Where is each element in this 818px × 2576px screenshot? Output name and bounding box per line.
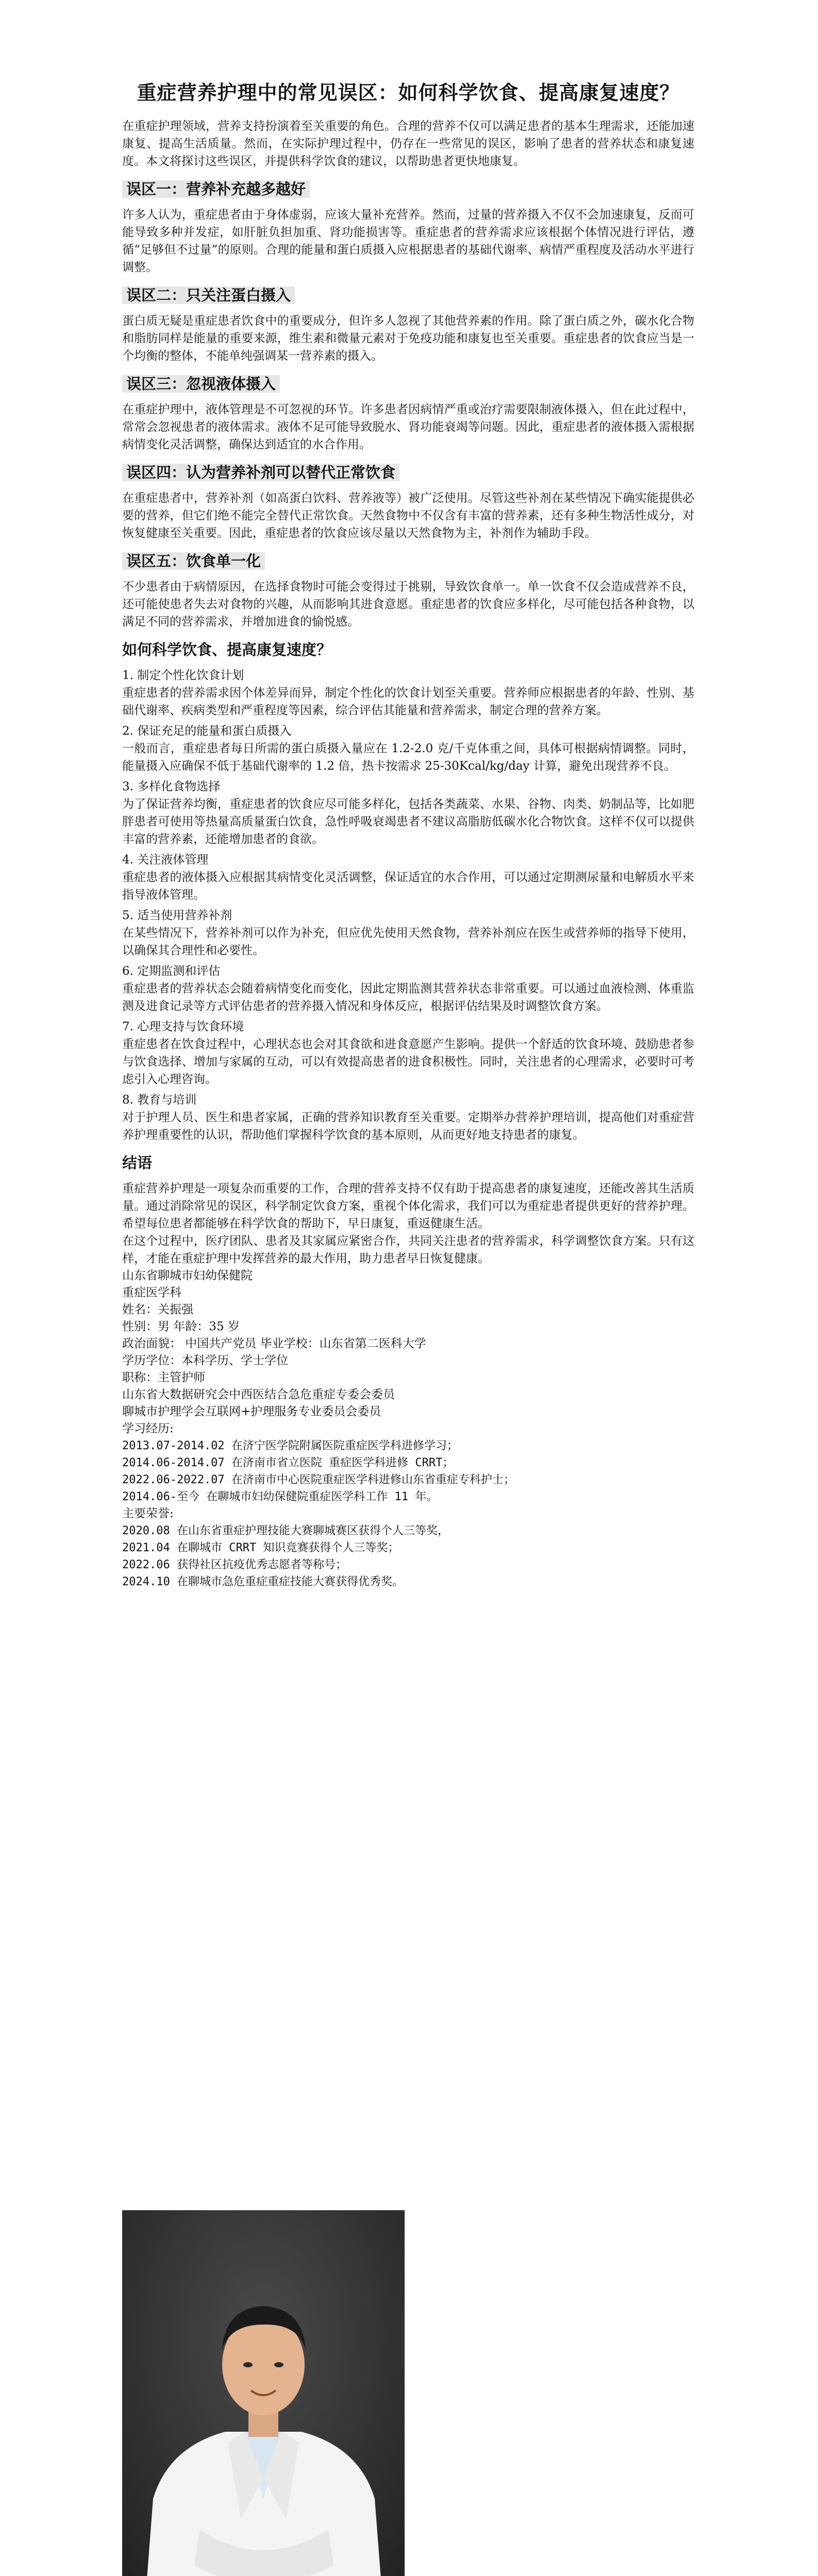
guide-item-title: 4. 关注液体管理 — [122, 853, 209, 867]
conclusion-heading: 结语 — [122, 1154, 153, 1172]
award-entry: 2021.04 在聊城市 CRRT 知识竞赛获得个人三等奖； — [122, 1541, 399, 1554]
award-entry: 2024.10 在聊城市急危重症重症技能大赛获得优秀奖。 — [122, 1575, 404, 1588]
page-title: 重症营养护理中的常见误区：如何科学饮食、提高康复速度？ — [137, 81, 680, 104]
section-body: 蛋白质无疑是重症患者饮食中的重要成分，但许多人忽视了其他营养素的作用。除了蛋白质之外，碳水化合物和脂肪同样是能量的重要来源，维生素和微量元素对于免疫功能和康复也至关重要。重症患者的饮食应当是一个均衡的整体，不能单纯强调某一营养素的摄入。 — [122, 314, 694, 363]
guide-item-title: 3. 多样化食物选择 — [122, 780, 221, 793]
award-entry: 2022.06 获得社区抗疫优秀志愿者等称号； — [122, 1558, 347, 1571]
intro-paragraph: 在重症护理领域，营养支持扮演着至关重要的角色。合理的营养不仅可以满足患者的基本生理需求，还能加速康复、提高生活质量。然而，在实际护理过程中，仍存在一些常见的误区，影响了患者的营养状态和康复速度。本文将探讨这些误区，并提供科学饮食的建议，以帮助患者更快地康复。 — [122, 120, 694, 168]
guide-list — [122, 667, 694, 1144]
bio-line: 山东省大数据研究会中西医结合急危重症专委会委员 — [122, 1388, 395, 1401]
conclusion — [122, 1180, 694, 1267]
author-photo — [122, 2210, 405, 2576]
bio-line: 职称：主管护师 — [122, 1371, 205, 1384]
guide-item-body: 重症患者在饮食过程中，心理状态也会对其食欲和进食意愿产生影响。提供一个舒适的饮食环境、鼓励患者参与饮食选择、增加与家属的互动，可以有效提高患者的进食积极性。同时，关注患者的心理需求，必要时可考虑引入心理咨询。 — [122, 1038, 694, 1086]
guide-item-title: 6. 定期监测和评估 — [122, 964, 221, 978]
guide-item-body: 重症患者的液体摄入应根据其病情变化灵活调整，保证适宜的水合作用，可以通过定期测尿量和电解质水平来指导液体管理。 — [122, 871, 694, 902]
bio-line: 重症医学科 — [122, 1286, 181, 1299]
study-entry: 2014.06-2014.07 在济南市省立医院 重症医学科进修 CRRT； — [122, 1456, 454, 1469]
guide-item-title: 5. 适当使用营养补剂 — [122, 909, 232, 922]
section-body: 许多人认为，重症患者由于身体虚弱，应该大量补充营养。然而，过量的营养摄入不仅不会加速康复，反而可能导致多种并发症，如肝脏负担加重、肾功能损害等。重症患者的营养需求应该根据个体情况进行评估，遵循“足够但不过量”的原则。合理的能量和蛋白质摄入应根据患者的基础代谢率、病情严重程度及活动水平进行调整。 — [122, 208, 694, 274]
author-bio — [122, 1267, 694, 1590]
guide-item-title: 1. 制定个性化饮食计划 — [122, 669, 244, 682]
bio-line: 性别：男 年龄：35 岁 — [122, 1320, 240, 1333]
section-heading: 误区一：营养补充越多越好 — [122, 180, 310, 198]
guide-item-body: 在某些情况下，营养补剂可以作为补充，但应优先使用天然食物，营养补剂应在医生或营养师的指导下使用，以确保其合理性和必要性。 — [122, 926, 694, 957]
award-entry: 2020.08 在山东省重症护理技能大赛聊城赛区获得个人三等奖， — [122, 1524, 449, 1537]
guide-item-title: 8. 教育与培训 — [122, 1093, 197, 1107]
guide-item-body: 为了保证营养均衡，重症患者的饮食应尽可能多样化，包括各类蔬菜、水果、谷物、肉类、奶制品等，比如肥胖患者可使用等热量高质量蛋白饮食，急性呼吸衰竭患者不建议高脂肪低碳水化合物饮食。这样不仅可以提供丰富的营养素，还能增加患者的食欲。 — [122, 798, 694, 846]
section-heading: 误区三：忽视液体摄入 — [122, 375, 280, 393]
guide-item-body: 重症患者的营养需求因个体差异而异，制定个性化的饮食计划至关重要。营养师应根据患者的年龄、性别、基础代谢率、疾病类型和严重程度等因素，综合评估其能量和营养需求，制定合理的营养方案。 — [122, 686, 694, 717]
bio-line: 姓名：关振强 — [122, 1303, 193, 1316]
study-entry: 2014.06-至今 在聊城市妇幼保健院重症医学科工作 11 年。 — [122, 1490, 438, 1503]
bio-line: 学习经历: — [122, 1422, 174, 1435]
misconceptions — [122, 177, 694, 631]
portrait-illustration — [122, 2210, 405, 2576]
bio-line: 山东省聊城市妇幼保健院 — [122, 1269, 253, 1282]
guide-heading: 如何科学饮食、提高康复速度？ — [122, 641, 332, 658]
guide-item-body: 对于护理人员、医生和患者家属，正确的营养知识教育至关重要。定期举办营养护理培训，提高他们对重症营养护理重要性的认识，帮助他们掌握科学饮食的基本原则，从而更好地支持患者的康复。 — [122, 1111, 694, 1142]
guide-item-body: 一般而言，重症患者每日所需的蛋白质摄入量应在 1.2-2.0 克/千克体重之间，具体可根据病情调整。同时，能量摄入应确保不低于基础代谢率的 1.2 倍，热卡按需求 25-30Kcal/kg/day 计算，避免出现营养不良。 — [122, 742, 694, 773]
awards-label: 主要荣誉: — [122, 1507, 174, 1520]
conclusion-paragraph: 在这个过程中，医疗团队、患者及其家属应紧密合作，共同关注患者的营养需求，科学调整饮食方案。只有这样，才能在重症护理中发挥营养的最大作用，助力患者早日恢复健康。 — [122, 1234, 694, 1265]
conclusion-paragraph: 重症营养护理是一项复杂而重要的工作，合理的营养支持不仅有助于提高患者的康复速度，还能改善其生活质量。通过消除常见的误区，科学制定饮食方案，重视个体化需求，我们可以为重症患者提供更好的营养护理。希望每位患者都能够在科学饮食的帮助下，早日康复，重返健康生活。 — [122, 1182, 694, 1230]
bio-line: 聊城市护理学会互联网+护理服务专业委员会委员 — [122, 1405, 381, 1418]
study-entry: 2013.07-2014.02 在济宁医学院附属医院重症医学科进修学习； — [122, 1439, 458, 1452]
section-heading: 误区四：认为营养补剂可以替代正常饮食 — [122, 464, 399, 481]
article — [122, 0, 694, 1590]
section-body: 不少患者由于病情原因，在选择食物时可能会变得过于挑剔，导致饮食单一。单一饮食不仅会造成营养不良，还可能使患者失去对食物的兴趣，从而影响其进食意愿。重症患者的饮食应多样化，尽可能包括各种食物，以满足不同的营养需求，并增加进食的愉悦感。 — [122, 580, 694, 629]
section-body: 在重症患者中，营养补剂（如高蛋白饮料、营养液等）被广泛使用。尽管这些补剂在某些情况下确实能提供必要的营养，但它们绝不能完全替代正常饮食。天然食物中不仅含有丰富的营养素，还有多种生物活性成分，对恢复健康至关重要。因此，重症患者的饮食应该尽量以天然食物为主，补剂作为辅助手段。 — [122, 492, 694, 540]
bio-line: 学历学位：本科学历、学士学位 — [122, 1354, 288, 1367]
guide-item-title: 2. 保证充足的能量和蛋白质摄入 — [122, 724, 292, 738]
study-entry: 2022.06-2022.07 在济南市中心医院重症医学科进修山东省重症专科护士； — [122, 1473, 515, 1486]
bio-line: 政治面貌： 中国共产党员 毕业学校：山东省第二医科大学 — [122, 1337, 426, 1350]
section-heading: 误区二：只关注蛋白摄入 — [122, 286, 295, 304]
guide-item-title: 7. 心理支持与饮食环境 — [122, 1020, 244, 1033]
section-body: 在重症护理中，液体管理是不可忽视的环节。许多患者因病情严重或治疗需要限制液体摄入，但在此过程中，常常会忽视患者的液体需求。液体不足可能导致脱水、肾功能衰竭等问题。因此，重症患者的液体摄入需根据病情变化灵活调整，确保达到适宜的水合作用。 — [122, 403, 694, 451]
section-heading: 误区五：饮食单一化 — [122, 552, 265, 570]
guide-item-body: 重症患者的营养状态会随着病情变化而变化，因此定期监测其营养状态非常重要。可以通过血液检测、体重监测及进食记录等方式评估患者的营养摄入情况和身体反应，根据评估结果及时调整饮食方案。 — [122, 982, 694, 1013]
